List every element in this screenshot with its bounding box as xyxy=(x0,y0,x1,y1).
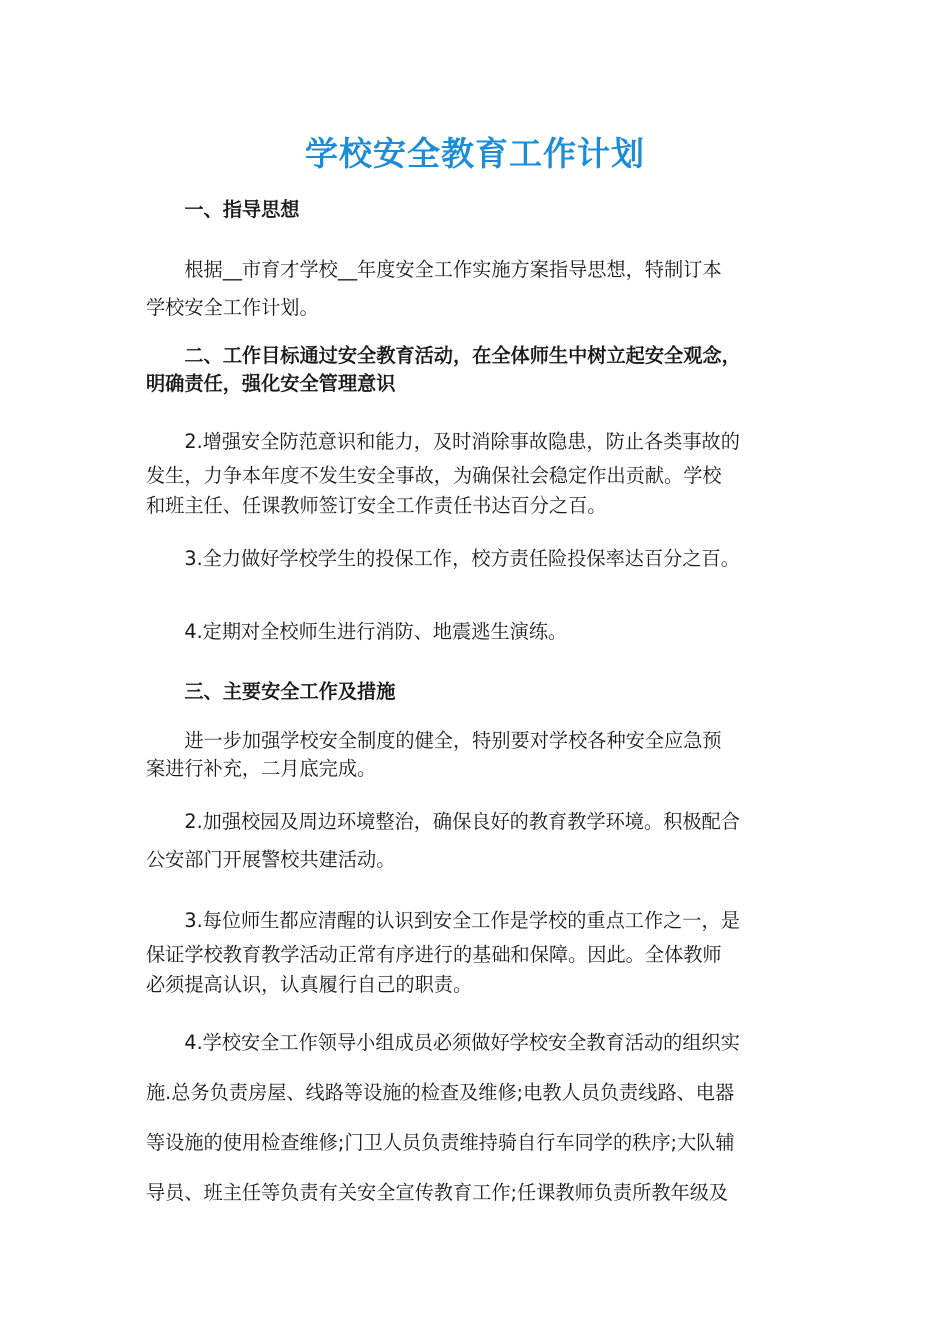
paragraph-guiding-ideology xyxy=(146,251,810,327)
text-line: 3.每位师生都应清醒的认识到安全工作是学校的重点工作之一，是 xyxy=(146,909,740,932)
text-line: 三、主要安全工作及措施 xyxy=(146,680,396,703)
text-line: 2.增强安全防范意识和能力，及时消除事故隐患，防止各类事故的 xyxy=(146,430,740,453)
text-line: 一、指导思想 xyxy=(146,198,300,221)
text-line: 明确责任，强化安全管理意识 xyxy=(146,372,396,395)
text-line: 导员、班主任等负责有关安全宣传教育工作;任课教师负责所教年级及 xyxy=(146,1181,729,1204)
paragraph-measure-4 xyxy=(146,1018,810,1218)
text-line: 等设施的使用检查维修;门卫人员负责维持骑自行车同学的秩序;大队辅 xyxy=(146,1131,735,1154)
section-heading-guiding-ideology xyxy=(146,196,810,224)
text-line: 保证学校教育教学活动正常有序进行的基础和保障。因此。全体教师 xyxy=(146,943,722,966)
paragraph-measure-1 xyxy=(146,727,810,783)
text-line: 2.加强校园及周边环境整治，确保良好的教育教学环境。积极配合 xyxy=(146,810,740,833)
paragraph-goal-2 xyxy=(146,424,810,520)
text-line: 发生，力争本年度不发生安全事故，为确保社会稳定作出贡献。学校 xyxy=(146,464,722,487)
paragraph-measure-2 xyxy=(146,803,810,879)
paragraph-goal-3 xyxy=(146,545,810,573)
text-line: 4.定期对全校师生进行消防、地震逃生演练。 xyxy=(146,620,568,643)
text-line: 3.全力做好学校学生的投保工作，校方责任险投保率达百分之百。 xyxy=(146,547,740,570)
text-line: 4.学校安全工作领导小组成员必须做好学校安全教育活动的组织实 xyxy=(146,1031,740,1054)
paragraph-measure-3 xyxy=(146,903,810,999)
document-title: 学校安全教育工作计划 xyxy=(305,134,645,173)
text-line: 公安部门开展警校共建活动。 xyxy=(146,848,396,871)
text-line: 进一步加强学校安全制度的健全，特别要对学校各种安全应急预 xyxy=(146,729,722,752)
paragraph-goal-4 xyxy=(146,618,810,646)
text-line: 和班主任、任课教师签订安全工作责任书达百分之百。 xyxy=(146,494,607,517)
section-heading-work-goals xyxy=(146,342,810,398)
text-line: 学校安全工作计划。 xyxy=(146,296,319,319)
text-line: 根据__市育才学校__年度安全工作实施方案指导思想，特制订本 xyxy=(146,258,722,281)
text-line: 二、工作目标通过安全教育活动，在全体师生中树立起安全观念， xyxy=(146,344,741,367)
text-line: 必须提高认识，认真履行自己的职责。 xyxy=(146,973,473,996)
section-heading-main-measures xyxy=(146,678,810,706)
text-line: 施.总务负责房屋、线路等设施的检查及维修;电教人员负责线路、电器 xyxy=(146,1081,735,1104)
text-line: 案进行补充，二月底完成。 xyxy=(146,757,377,780)
